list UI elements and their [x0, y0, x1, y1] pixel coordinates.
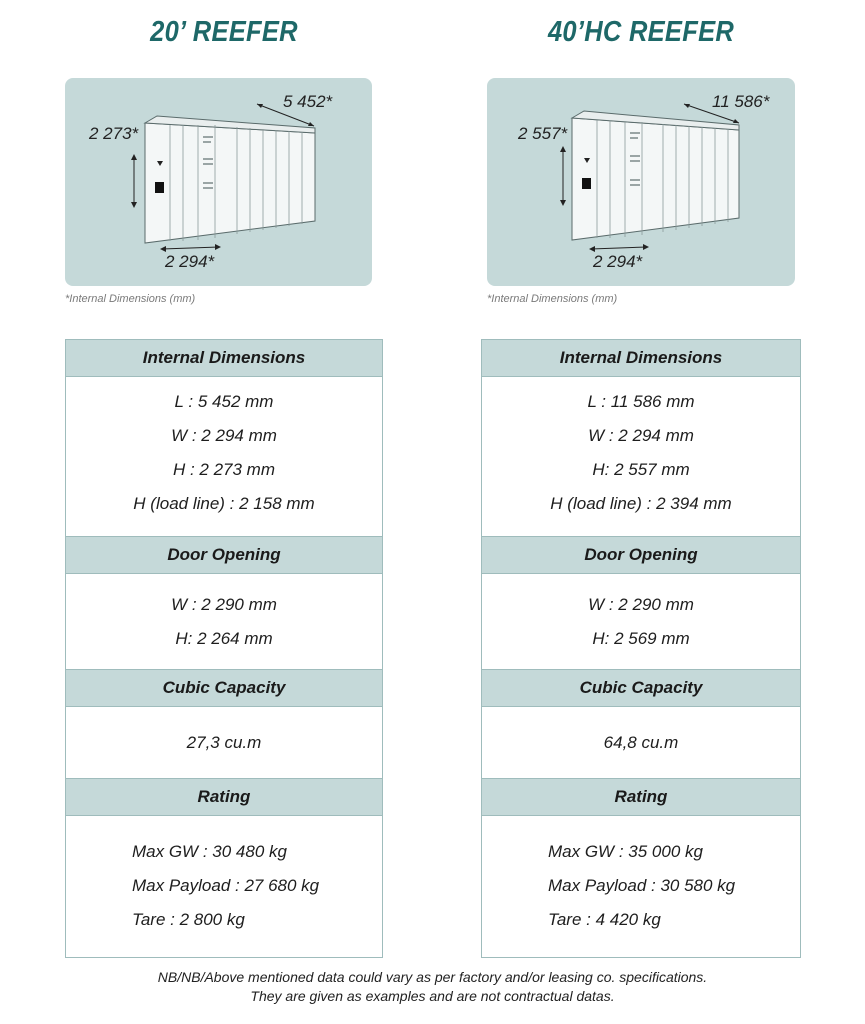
spec-table: [65, 339, 383, 958]
spec-line: W : 2 294 mm: [588, 426, 694, 445]
section-header-internal: Internal Dimensions: [482, 340, 800, 377]
section-header-door: Door Opening: [66, 537, 382, 574]
width-dimension: 2 294*: [593, 252, 643, 271]
section-header-cubic: Cubic Capacity: [66, 670, 382, 707]
spec-line: W : 2 290 mm: [588, 595, 694, 614]
section-internal-dimensions: [482, 377, 800, 537]
spec-line: Tare : 2 800 kg: [132, 910, 245, 929]
section-header-internal: Internal Dimensions: [66, 340, 382, 377]
section-cubic-capacity: [66, 707, 382, 779]
spec-line: H (load line) : 2 158 mm: [133, 494, 315, 513]
dimensions-note: *Internal Dimensions (mm): [65, 293, 196, 305]
spec-line: W : 2 294 mm: [171, 426, 277, 445]
disclaimer-line: They are given as examples and are not contractual datas.: [250, 988, 615, 1004]
spec-line: Max GW : 30 480 kg: [132, 842, 287, 861]
spec-line: H : 2 273 mm: [172, 460, 276, 479]
dimensions-note: *Internal Dimensions (mm): [487, 293, 618, 305]
spec-line: Max Payload : 30 580 kg: [548, 876, 736, 895]
section-header-cubic: Cubic Capacity: [482, 670, 800, 707]
section-door-opening: [482, 574, 800, 670]
spec-line: Max Payload : 27 680 kg: [132, 876, 320, 895]
container-title: 20’ REEFER: [150, 16, 298, 48]
section-internal-dimensions: [66, 377, 382, 537]
spec-line: L : 5 452 mm: [174, 392, 274, 411]
length-dimension: 5 452*: [283, 92, 333, 111]
disclaimer-line: NB/NB/Above mentioned data could vary as per factory and/or leasing co. specifications.: [157, 969, 708, 985]
disclaimer-footer: [0, 968, 865, 1006]
section-header-door: Door Opening: [482, 537, 800, 574]
section-door-opening: [66, 574, 382, 670]
width-dimension: 2 294*: [165, 252, 215, 271]
spec-line: H: 2 557 mm: [592, 460, 690, 479]
spec-table: [481, 339, 801, 958]
container-illustration-panel: [65, 78, 372, 286]
spec-line: W : 2 290 mm: [171, 595, 277, 614]
spec-line: Tare : 4 420 kg: [548, 910, 661, 929]
height-dimension: 2 273*: [89, 124, 139, 143]
container-title: 40’HC REEFER: [547, 16, 735, 48]
section-cubic-capacity: [482, 707, 800, 779]
spec-line: Max GW : 35 000 kg: [548, 842, 703, 861]
section-header-rating: Rating: [66, 779, 382, 816]
spec-line: 27,3 cu.m: [186, 733, 262, 752]
spec-line: H: 2 569 mm: [592, 629, 690, 648]
section-rating: [482, 816, 800, 957]
spec-line: H (load line) : 2 394 mm: [550, 494, 732, 513]
height-dimension: 2 557*: [518, 124, 568, 143]
spec-line: L : 11 586 mm: [587, 392, 695, 411]
spec-line: 64,8 cu.m: [603, 733, 679, 752]
section-rating: [66, 816, 382, 957]
length-dimension: 11 586*: [712, 92, 770, 111]
section-header-rating: Rating: [482, 779, 800, 816]
container-illustration-panel: [487, 78, 795, 286]
spec-line: H: 2 264 mm: [175, 629, 273, 648]
